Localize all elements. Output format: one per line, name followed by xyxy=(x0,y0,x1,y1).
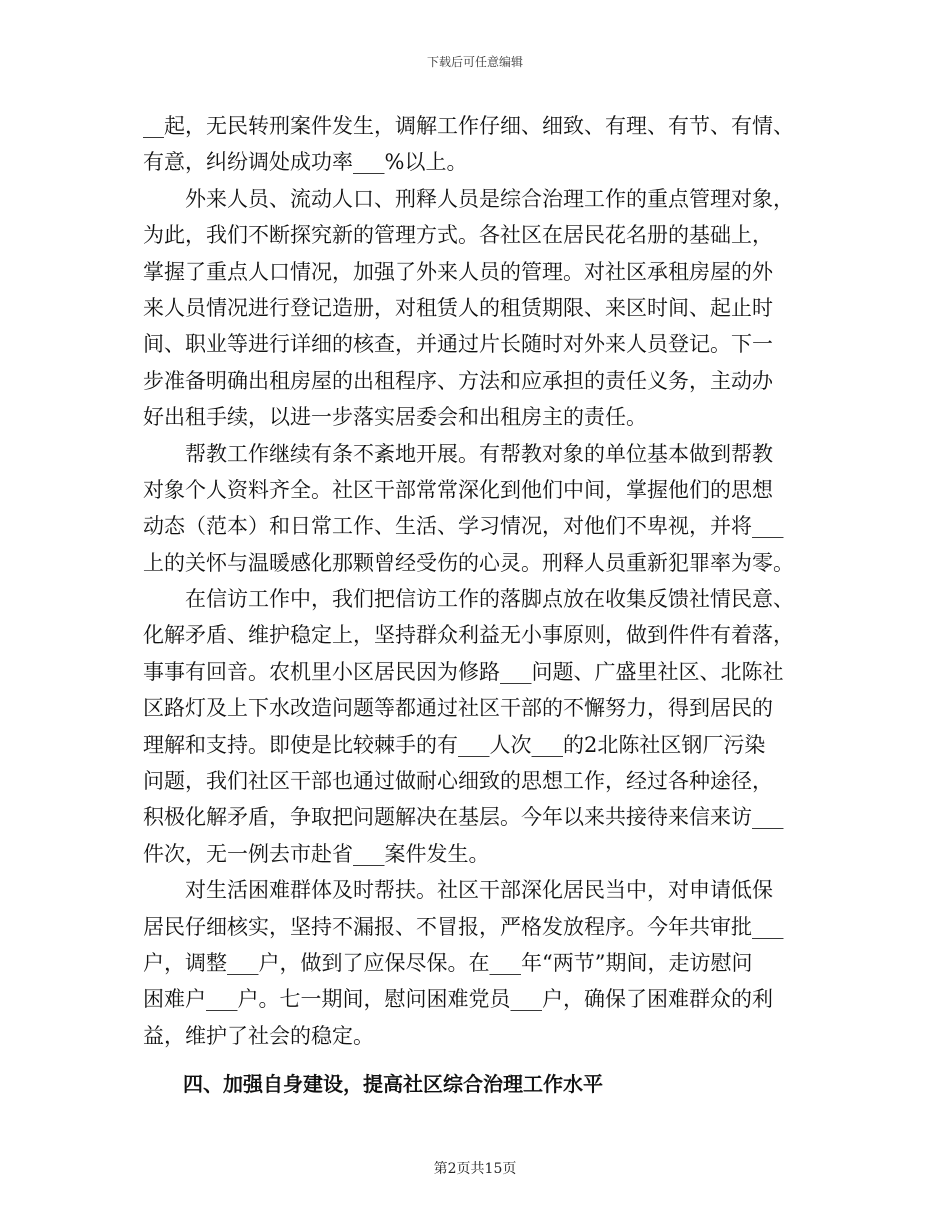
text-line: __起，无民转刑案件发生，调解工作仔细、细致、有理、有节、有情、 xyxy=(143,114,794,138)
text-line: 区路灯及上下水改造问题等都通过社区干部的不懈努力，得到居民的 xyxy=(143,696,773,721)
section-heading: 四、加强自身建设，提高社区综合治理工作水平 xyxy=(143,1072,603,1097)
text-line: 掌握了重点人口情况，加强了外来人员的管理。对社区承租房屋的外 xyxy=(143,259,773,284)
page-number: 第2页共15页 xyxy=(433,1161,517,1177)
text-line: 件次，无一例去市赴省___案件发生。 xyxy=(143,841,490,866)
text-line: 来人员情况进行登记造册，对租赁人的租赁期限、来区时间、起止时 xyxy=(143,295,773,320)
text-line: 化解矛盾、维护稳定上，坚持群众利益无小事原则，做到件件有着落， xyxy=(143,623,794,648)
text-line: 动态（范本）和日常工作、生活、学习情况，对他们不卑视，并将___ xyxy=(143,514,784,539)
text-line: 帮教工作继续有条不紊地开展。有帮教对象的单位基本做到帮教 xyxy=(143,441,773,466)
text-line: 居民仔细核实，坚持不漏报、不冒报，严格发放程序。今年共审批___ xyxy=(143,914,784,939)
text-line: 困难户___户。七一期间，慰问困难党员___户，确保了困难群众的利 xyxy=(143,987,773,1012)
text-line: 好出租手续，以进一步落实居委会和出租房主的责任。 xyxy=(143,405,647,430)
text-line: 户，调整___户，做到了应保尽保。在___年“两节”期间，走访慰问 xyxy=(143,950,753,975)
text-line: 对生活困难群体及时帮扶。社区干部深化居民当中，对申请低保 xyxy=(143,878,773,903)
text-line: 问题，我们社区干部也通过做耐心细致的思想工作，经过各种途径， xyxy=(143,769,773,794)
text-line: 间、职业等进行详细的核查，并通过片长随时对外来人员登记。下一 xyxy=(143,332,773,357)
text-line: 有意，纠纷调处成功率___%以上。 xyxy=(143,150,468,175)
text-line: 为此，我们不断探究新的管理方式。各社区在居民花名册的基础上， xyxy=(143,223,773,248)
text-line: 对象个人资料齐全。社区干部常常深化到他们中间，掌握他们的思想 xyxy=(143,477,773,502)
document-body xyxy=(143,108,807,1103)
text-line: 事事有回音。农机里小区居民因为修路___问题、广盛里社区、北陈社 xyxy=(143,659,784,684)
page-header: 下载后可任意编辑 xyxy=(426,55,523,69)
text-line: 外来人员、流动人口、刑释人员是综合治理工作的重点管理对象， xyxy=(143,186,794,211)
text-line: 步准备明确出租房屋的出租程序、方法和应承担的责任义务，主动办 xyxy=(143,368,773,393)
text-line: 在信访工作中，我们把信访工作的落脚点放在收集反馈社情民意、 xyxy=(143,587,794,612)
text-line: 益，维护了社会的稳定。 xyxy=(143,1023,374,1048)
text-line: 积极化解矛盾，争取把问题解决在基层。今年以来共接待来信来访___ xyxy=(143,805,784,830)
text-line: 理解和支持。即使是比较棘手的有___人次___的2北陈社区钢厂污染 xyxy=(143,732,766,757)
text-line: 上的关怀与温暖感化那颗曾经受伤的心灵。刑释人员重新犯罪率为零。 xyxy=(143,550,794,575)
